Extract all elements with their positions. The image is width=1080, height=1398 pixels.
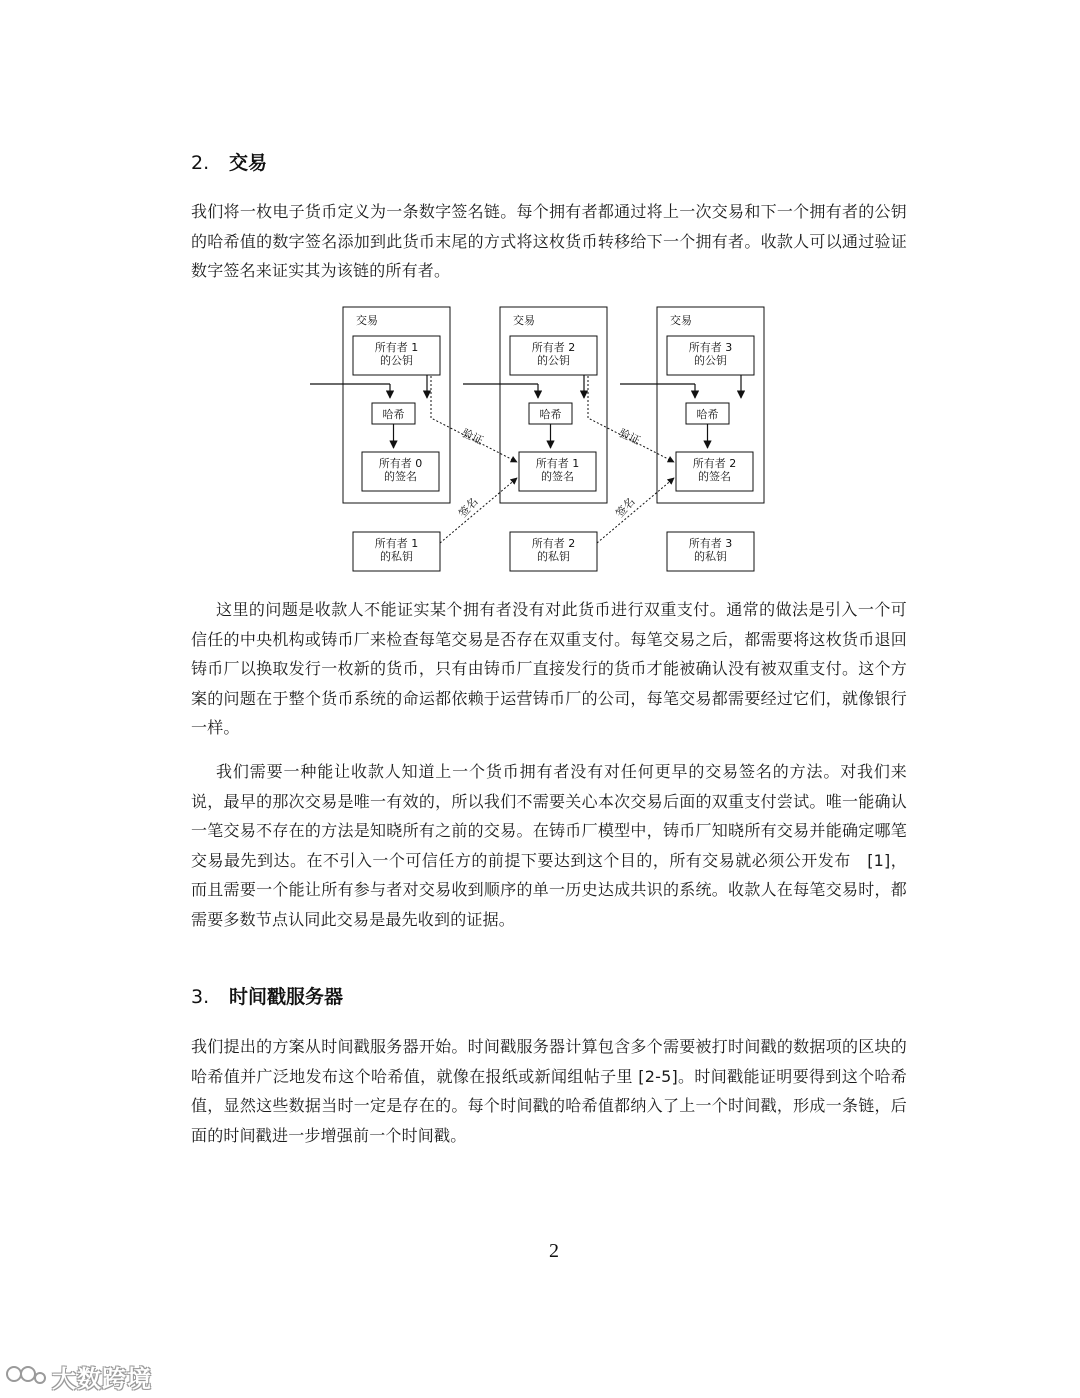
public-key-box-label: 的公钥 <box>537 354 570 367</box>
section-3-title: 时间戳服务器 <box>229 986 344 1008</box>
public-key-box-label: 所有者 2 <box>531 341 576 354</box>
transaction-chain-diagram <box>310 300 780 582</box>
verify-label: 验证 <box>459 426 486 448</box>
watermark-logo-icon <box>4 1362 48 1390</box>
section-3-number: 3. <box>191 986 210 1008</box>
section-3-paragraph-1: 我们提出的方案从时间戳服务器开始。时间戳服务器计算包含多个需要被打时间戳的数据项的区块的哈希值并广泛地发布这个哈希值，就像在报纸或新闻组帖子里 [2-5]。时间戳能证明要得到这个哈希值，显然这些数据当时一定是存在的。每个时间戳的哈希值都纳入了上一个时间戳，形成一条链，后面的时间戳进一步增强前一个时间戳。 <box>191 1037 907 1145</box>
signature-box-label: 所有者 2 <box>692 457 737 470</box>
public-key-box-label: 所有者 3 <box>688 341 733 354</box>
private-key-box-label: 所有者 1 <box>374 537 419 550</box>
watermark <box>4 1360 152 1392</box>
section-2-paragraph-3: 我们需要一种能让收款人知道上一个货币拥有者没有对任何更早的交易签名的方法。对我们来说，最早的那次交易是唯一有效的，所以我们不需要关心本次交易后面的双重支付尝试。唯一能确认一笔交易不存在的方法是知晓所有之前的交易。在铸币厂模型中，铸币厂知晓所有交易并能确定哪笔交易最先到达。在不引入一个可信任方的前提下要达到这个目的，所有交易就必须公开发布 [1]，而且需要一个能让所有参与者对交易收到顺序的单一历史达成共识的系统。收款人在每笔交易时，都需要多数节点认同此交易是最先收到的证据。 <box>191 762 907 929</box>
verify-label: 验证 <box>616 426 643 448</box>
private-key-box-label: 所有者 2 <box>531 537 576 550</box>
signature-box-label: 所有者 1 <box>535 457 580 470</box>
private-key-box-label: 的私钥 <box>380 550 413 563</box>
transaction-label: 交易 <box>670 314 692 327</box>
section-2-number: 2. <box>191 152 210 174</box>
private-key-box-label: 的私钥 <box>694 550 727 563</box>
signature-box-label: 的签名 <box>698 470 731 483</box>
transaction-label: 交易 <box>356 314 378 327</box>
private-key-box-label: 所有者 3 <box>688 537 733 550</box>
public-key-box-label: 的公钥 <box>694 354 727 367</box>
sign-label: 签名 <box>456 495 481 521</box>
public-key-box-label: 所有者 1 <box>374 341 419 354</box>
verify-arrow <box>588 376 674 462</box>
signature-box-label: 的签名 <box>384 470 417 483</box>
watermark-text: 大数跨境 <box>52 1364 152 1393</box>
verify-arrow <box>431 376 517 462</box>
section-3-heading <box>191 982 343 1009</box>
section-2-title: 交易 <box>229 152 268 174</box>
sign-arrow <box>440 478 517 543</box>
hash-label: 哈希 <box>696 408 719 421</box>
private-key-box-label: 的私钥 <box>537 550 570 563</box>
sign-arrow <box>597 478 674 543</box>
hash-label: 哈希 <box>539 408 562 421</box>
transaction-label: 交易 <box>513 314 535 327</box>
page-number: 2 <box>549 1240 559 1262</box>
public-key-box-label: 的公钥 <box>380 354 413 367</box>
sign-label: 签名 <box>613 495 638 521</box>
section-2-heading <box>191 148 267 175</box>
hash-label: 哈希 <box>382 408 405 421</box>
signature-box-label: 所有者 0 <box>378 457 423 470</box>
signature-box-label: 的签名 <box>541 470 574 483</box>
section-2-paragraph-1: 我们将一枚电子货币定义为一条数字签名链。每个拥有者都通过将上一次交易和下一个拥有者的公钥的哈希值的数字签名添加到此货币末尾的方式将这枚货币转移给下一个拥有者。收款人可以通过验证数字签名来证实其为该链的所有者。 <box>191 202 907 280</box>
section-2-paragraph-2: 这里的问题是收款人不能证实某个拥有者没有对此货币进行双重支付。通常的做法是引入一个可信任的中央机构或铸币厂来检查每笔交易是否存在双重支付。每笔交易之后，都需要将这枚货币退回铸币厂以换取发行一枚新的货币，只有由铸币厂直接发行的货币才能被确认没有被双重支付。这个方案的问题在于整个货币系统的命运都依赖于运营铸币厂的公司，每笔交易都需要经过它们，就像银行一样。 <box>191 600 907 737</box>
